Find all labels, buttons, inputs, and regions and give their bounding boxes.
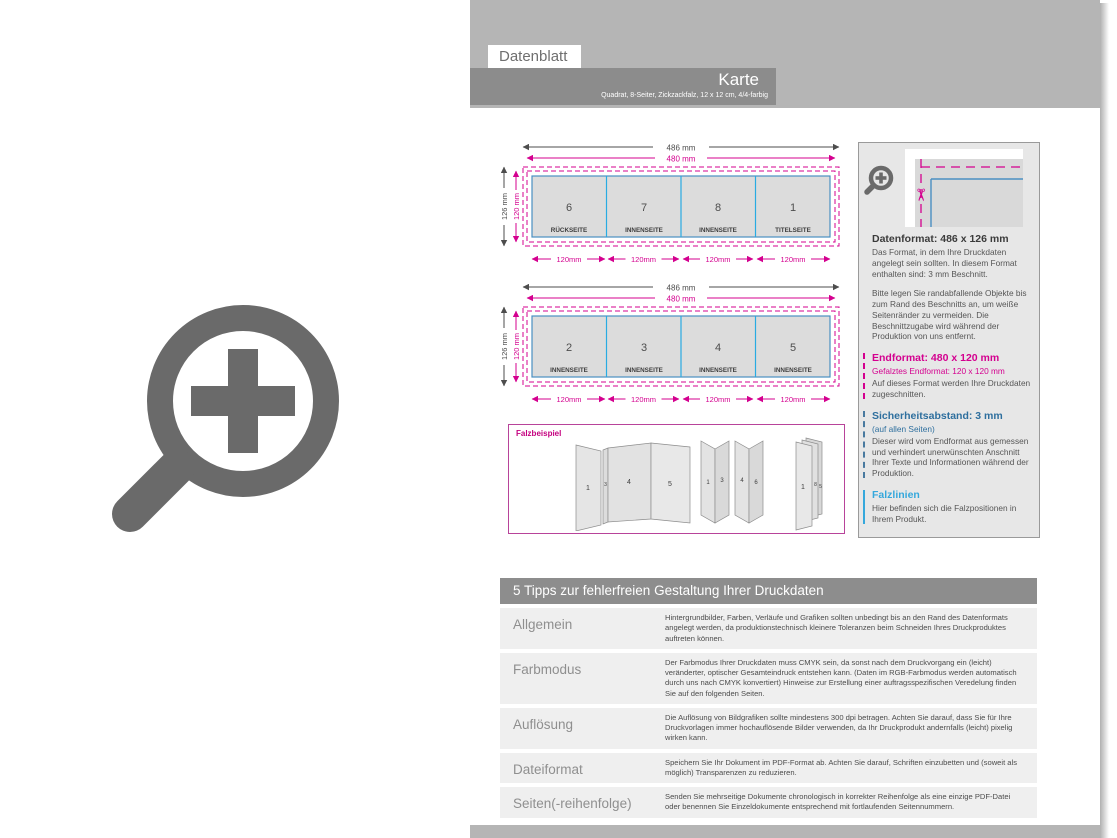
tip-row-aufloesung bbox=[500, 708, 1037, 749]
panel-number: 6 bbox=[565, 202, 573, 214]
dim-trim-width-label: 480 mm bbox=[666, 154, 696, 164]
endformat-subtitle: Gefalztes Endformat: 120 x 120 mm bbox=[872, 366, 1005, 377]
tip-text: Senden Sie mehrseitige Dokumente chronologisch in korrekter Reihenfolge als eine einzige PDF-Datei oder benennen Sie Einzeldokumente entsprechend mit fortlaufenden Seitennummern. bbox=[665, 792, 1011, 812]
datenformat-title: Datenformat: 486 x 126 mm bbox=[872, 233, 1009, 245]
layout-diagram-outer-pages bbox=[495, 138, 855, 273]
tips-title: 5 Tipps zur fehlerfreien Gestaltung Ihrer Druckdaten bbox=[500, 578, 1037, 604]
fold-page-number: 5 bbox=[668, 481, 672, 488]
fold-stage-closed bbox=[796, 438, 822, 530]
scissors-icon: ✂ bbox=[911, 187, 930, 203]
section-datenformat bbox=[859, 233, 1039, 342]
format-info-panel bbox=[858, 142, 1040, 538]
panel-width-label: 120mm bbox=[556, 395, 582, 404]
tip-row-dateiformat bbox=[500, 753, 1037, 784]
tip-label: Allgemein bbox=[513, 617, 573, 632]
layout-diagram-inner-pages bbox=[495, 278, 855, 413]
product-title: Karte bbox=[718, 70, 759, 89]
bottom-gray-band bbox=[470, 825, 1100, 838]
page-edge-shadow bbox=[1100, 3, 1109, 838]
fold-page-number: 3 bbox=[720, 478, 724, 484]
dim-trim-width-label: 480 mm bbox=[666, 294, 696, 304]
zoom-plus-icon-large bbox=[100, 283, 360, 551]
dim-outer-height-label: 126 mm bbox=[500, 332, 509, 361]
fold-page-number: 8 bbox=[814, 482, 817, 488]
section-falzlinien bbox=[859, 489, 1039, 525]
panel-width-label: 120mm bbox=[705, 395, 731, 404]
sicherheitsabstand-title: Sicherheitsabstand: 3 mm bbox=[872, 409, 1003, 422]
panel-width-label: 120mm bbox=[556, 255, 582, 264]
tip-label: Seiten(-reihenfolge) bbox=[513, 796, 632, 811]
tip-label: Dateiformat bbox=[513, 761, 583, 777]
zoom-plus-icon-small bbox=[867, 168, 891, 192]
tip-row-allgemein bbox=[500, 608, 1037, 649]
panel-width-label: 120mm bbox=[780, 395, 806, 404]
panel-number: 3 bbox=[640, 342, 648, 354]
fold-example-box bbox=[508, 424, 845, 534]
fold-page-number: 3 bbox=[604, 482, 607, 488]
fold-page-number: 4 bbox=[627, 479, 631, 486]
tip-text: Der Farbmodus Ihrer Druckdaten muss CMYK sein, da sonst nach dem Druckvorgang ein (leicht) veränderter, optischer Gesamteindruck entstehen kann. (Daten im RGB-Farbmodus werden automatisch durch uns nach CMYK konvertiert) Hinweise zur Erstellung einer auftragsspezifischen Veredelung finden Sie auf den folgenden Seiten. bbox=[665, 657, 1017, 698]
fold-example-illustration bbox=[509, 425, 844, 531]
section-endformat bbox=[859, 352, 1039, 400]
panel-label: TITELSEITE bbox=[775, 227, 811, 234]
sicherheitsabstand-body: Dieser wird vom Endformat aus gemessen und verhindert unerwünschten Anschnitt Ihrer Texte und Informationen während der Produktion. bbox=[872, 435, 1029, 479]
endformat-body: Auf dieses Format werden Ihre Druckdaten zugeschnitten. bbox=[872, 378, 1031, 400]
panel-number: 4 bbox=[714, 342, 722, 354]
panel-label: INNENSEITE bbox=[774, 367, 812, 374]
tip-row-seitenreihenfolge bbox=[500, 787, 1037, 818]
panel-number: 8 bbox=[714, 202, 722, 214]
tips-section bbox=[500, 578, 1037, 818]
fold-page-number: 1 bbox=[801, 484, 805, 491]
tip-text: Speichern Sie Ihr Dokument im PDF-Format ab. Achten Sie darauf, Schriften einzubetten und (soweit als möglich) Transparenzen zu reduzieren. bbox=[665, 757, 1018, 777]
info-sections bbox=[859, 233, 1039, 535]
bleed-detail-illustration bbox=[859, 143, 1039, 233]
panel-width-label: 120mm bbox=[630, 395, 657, 404]
panel-label: INNENSEITE bbox=[550, 367, 588, 374]
panel-width-label: 120mm bbox=[705, 255, 731, 264]
tip-label: Farbmodus bbox=[513, 661, 582, 677]
dim-trim-height-label: 120 mm bbox=[512, 332, 521, 361]
panel-label: INNENSEITE bbox=[699, 227, 737, 234]
panel-width-label: 120mm bbox=[780, 255, 806, 264]
sheet-label: Datenblatt bbox=[488, 45, 581, 68]
fold-page-number: 4 bbox=[740, 478, 744, 484]
panel-number: 7 bbox=[640, 202, 648, 214]
tip-text: Hintergrundbilder, Farben, Verläufe und Grafiken sollten unbedingt bis an den Rand des Datenformats angelegt werden, da produktionstechnisch kleinere Toleranzen beim Schneiden Ihres Druckproduktes auftreten können. bbox=[665, 613, 1008, 643]
title-bar bbox=[470, 68, 776, 105]
sicherheitsabstand-subtitle: (auf allen Seiten) bbox=[872, 423, 935, 434]
section-sicherheitsabstand bbox=[859, 410, 1039, 479]
falzlinien-body: Hier befinden sich die Falzpositionen in Ihrem Produkt. bbox=[872, 502, 1017, 524]
fold-page-number: 5 bbox=[819, 484, 822, 490]
product-subtitle: Quadrat, 8-Seiter, Zickzackfalz, 12 x 12 cm, 4/4-farbig bbox=[601, 92, 768, 99]
panel-label: INNENSEITE bbox=[625, 367, 663, 374]
datenformat-body: Das Format, in dem Ihre Druckdaten angelegt sein sollten. In diesem Format enthalten sind: 3 mm Beschnitt. bbox=[872, 247, 1017, 279]
datenformat-body2: Bitte legen Sie randabfallende Objekte bis zum Rand des Beschnitts an, um weiße Seitenränder zu vermeiden. Die Beschnittzugabe wird während der Produktion von uns entfernt. bbox=[872, 288, 1027, 342]
fold-example-label: Falzbeispiel bbox=[516, 429, 562, 438]
panel-number: 1 bbox=[789, 202, 797, 214]
panel-label: INNENSEITE bbox=[699, 367, 737, 374]
fold-stage-open bbox=[576, 443, 690, 531]
tip-text: Die Auflösung von Bildgrafiken sollte mindestens 300 dpi betragen. Achten Sie darauf, dass Sie für Ihre Druckvorlagen immer hochauflösende Bilder verwenden, da Ihr Druckprodukt andernfalls (leicht) pixelig wirken kann. bbox=[665, 712, 1013, 743]
panel-number: 2 bbox=[565, 342, 573, 354]
fold-page-number: 6 bbox=[754, 480, 758, 486]
panel-label: INNENSEITE bbox=[625, 227, 663, 234]
dim-trim-height-label: 120 mm bbox=[512, 192, 521, 221]
fold-page-number: 1 bbox=[586, 485, 590, 492]
tip-label: Auflösung bbox=[513, 716, 574, 732]
dim-outer-width-label: 486 mm bbox=[666, 143, 696, 153]
fold-page-number: 1 bbox=[706, 480, 710, 486]
dim-outer-height-label: 126 mm bbox=[500, 192, 509, 221]
panel-number: 5 bbox=[789, 342, 797, 354]
panel-width-label: 120mm bbox=[630, 255, 657, 264]
panel-label: RÜCKSEITE bbox=[550, 227, 588, 234]
datasheet-page bbox=[470, 0, 1100, 838]
falzlinien-title: Falzlinien bbox=[872, 488, 920, 501]
tip-row-farbmodus bbox=[500, 653, 1037, 704]
dim-outer-width-label: 486 mm bbox=[666, 283, 696, 293]
endformat-title: Endformat: 480 x 120 mm bbox=[872, 352, 1000, 365]
